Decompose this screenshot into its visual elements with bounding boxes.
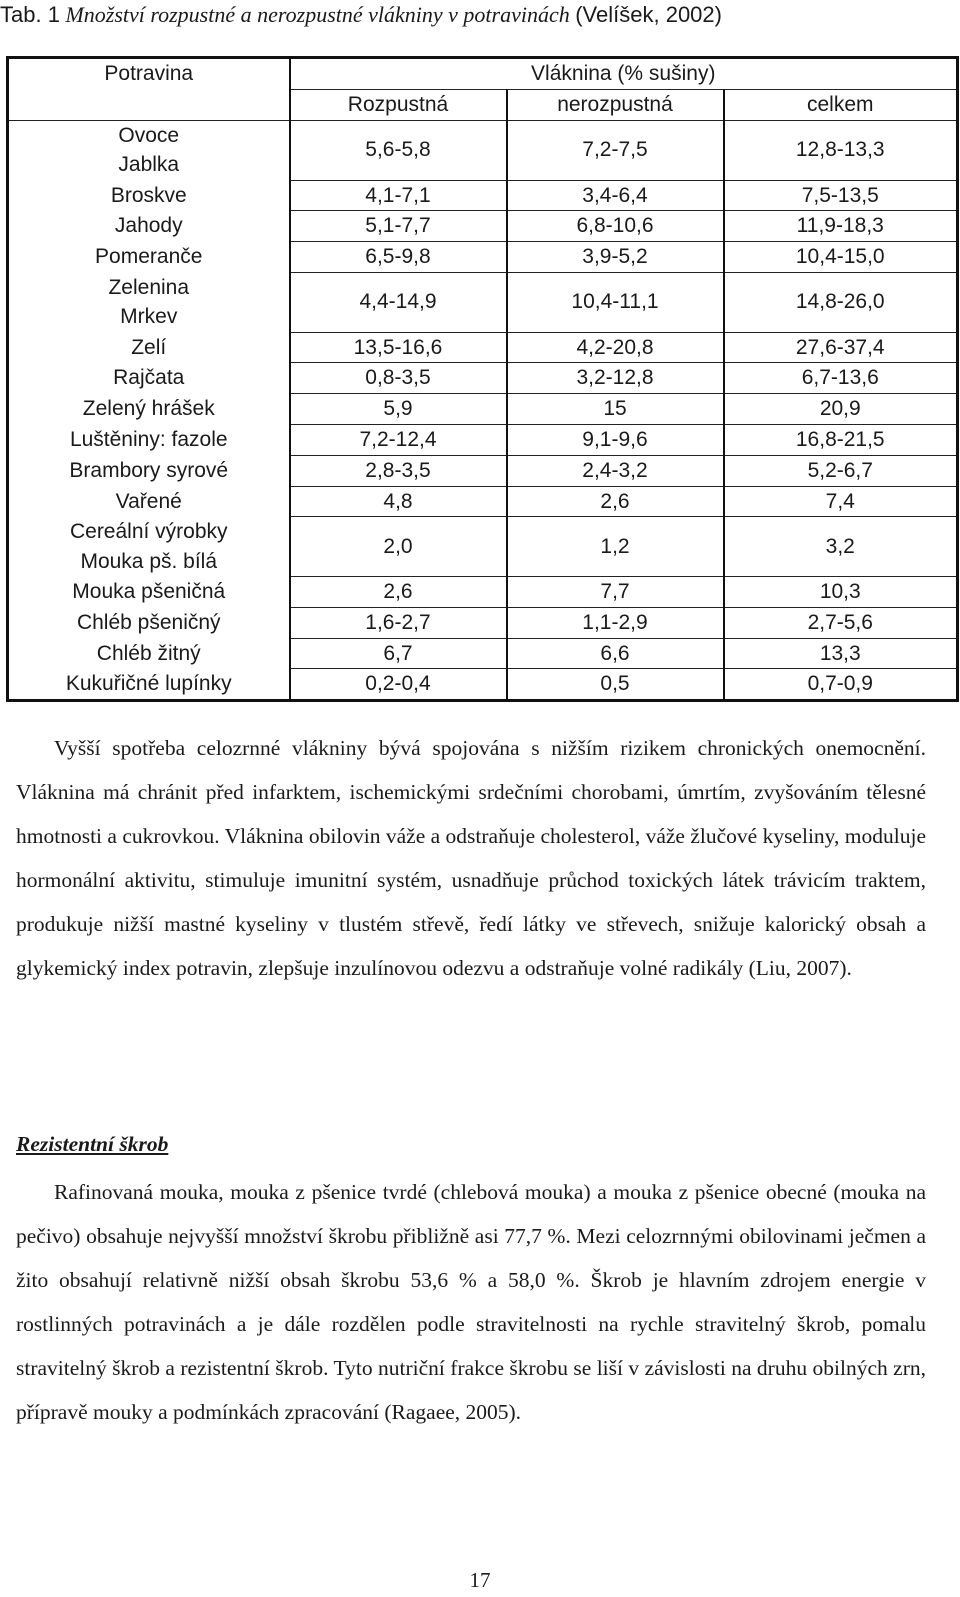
insoluble-cell: 3,4-6,4 bbox=[507, 180, 724, 211]
total-cell: 10,3 bbox=[724, 577, 958, 608]
food-cell: Mouka pš. bílá bbox=[8, 547, 290, 577]
soluble-cell: 0,8-3,5 bbox=[290, 363, 507, 394]
total-cell: 7,4 bbox=[724, 486, 958, 517]
column-header-total: celkem bbox=[724, 89, 958, 120]
table-row bbox=[8, 273, 958, 303]
table-row bbox=[8, 638, 958, 669]
table-row bbox=[8, 455, 958, 486]
paragraph-text: Vyšší spotřeba celozrnné vlákniny bývá spojována s nižším rizikem chronických onemocnění. Vláknina má chránit před infarktem, ischemickými srdečními chorobami, úmrtím, zvyšováním tělesné hmotnosti a cukrovkou. Vláknina obilovin váže a odstraňuje cholesterol, váže žlučové kyseliny, moduluje hormonální aktivitu, stimuluje imunitní systém, usnadňuje průchod toxických látek trávicím traktem, produkuje nižší mastné kyseliny v tlustém střevě, ředí látky ve střevech, snižuje kalorický obsah a glykemický index potravin, zlepšuje inzulínovou odezvu a odstraňuje volné radikály (Liu, 2007). bbox=[16, 736, 926, 980]
column-header-soluble: Rozpustná bbox=[290, 89, 507, 120]
soluble-cell: 0,2-0,4 bbox=[365, 672, 431, 696]
food-cell: Zelí bbox=[8, 332, 290, 363]
column-header-insoluble: nerozpustná bbox=[507, 89, 724, 120]
paragraph-resistant-starch bbox=[16, 1170, 926, 1434]
soluble-cell: 5,9 bbox=[290, 394, 507, 425]
table-caption bbox=[0, 2, 960, 28]
food-cell: Cereální výrobky bbox=[8, 517, 290, 547]
fiber-table bbox=[6, 56, 959, 702]
insoluble-cell: 7,7 bbox=[507, 577, 724, 608]
food-cell: Pomeranče bbox=[8, 242, 290, 273]
table-row bbox=[8, 607, 958, 638]
insoluble-cell: 7,2-7,5 bbox=[507, 120, 724, 180]
soluble-cell: 2,6 bbox=[290, 577, 507, 608]
food-cell: Vařené bbox=[8, 486, 290, 517]
insoluble-cell: 6,6 bbox=[507, 638, 724, 669]
caption-source: (Velíšek, 2002) bbox=[575, 2, 722, 27]
insoluble-cell: 4,2-20,8 bbox=[507, 332, 724, 363]
total-cell: 5,2-6,7 bbox=[724, 455, 958, 486]
insoluble-cell: 3,9-5,2 bbox=[507, 242, 724, 273]
table-row bbox=[8, 669, 958, 701]
total-cell: 6,7-13,6 bbox=[724, 363, 958, 394]
food-cell: Chléb žitný bbox=[8, 638, 290, 669]
page-number: 17 bbox=[469, 1568, 491, 1592]
total-cell: 27,6-37,4 bbox=[724, 332, 958, 363]
food-cell: Rajčata bbox=[8, 363, 290, 394]
food-cell: Broskve bbox=[8, 180, 290, 211]
total-cell: 16,8-21,5 bbox=[724, 425, 958, 456]
soluble-cell: 5,6-5,8 bbox=[290, 120, 507, 180]
total-cell: 11,9-18,3 bbox=[724, 211, 958, 242]
total-cell: 2,7-5,6 bbox=[724, 607, 958, 638]
table-row bbox=[8, 332, 958, 363]
table-row bbox=[8, 517, 958, 547]
table-header-row bbox=[8, 58, 958, 90]
paragraph-fiber-benefits bbox=[16, 726, 926, 990]
insoluble-cell: 6,8-10,6 bbox=[507, 211, 724, 242]
caption-title: Množství rozpustné a nerozpustné vlákniny v potravinách bbox=[65, 2, 570, 27]
caption-label: Tab. 1 bbox=[0, 2, 60, 27]
table-row bbox=[8, 486, 958, 517]
table-row bbox=[8, 242, 958, 273]
soluble-cell: 6,5-9,8 bbox=[290, 242, 507, 273]
food-cell: Mrkev bbox=[8, 302, 290, 332]
total-cell: 0,7-0,9 bbox=[724, 669, 958, 701]
table-row bbox=[8, 425, 958, 456]
table-row bbox=[8, 394, 958, 425]
food-cell: Jahody bbox=[8, 211, 290, 242]
food-cell: Ovoce bbox=[8, 120, 290, 150]
soluble-cell: 13,5-16,6 bbox=[290, 332, 507, 363]
paragraph-text: Rafinovaná mouka, mouka z pšenice tvrdé (chlebová mouka) a mouka z pšenice obecné (mouka na pečivo) obsahuje nejvyšší množství škrobu přibližně asi 77,7 %. Mezi celozrnnými obilovinami ječmen a žito obsahují relativně nižší obsah škrobu 53,6 % a 58,0 %. Škrob je hlavním zdrojem energie v rostlinných potravinách a je dále rozdělen podle stravitelnosti na rychle stravitelný škrob, pomalu stravitelný škrob a rezistentní škrob. Tyto nutriční frakce škrobu se liší v závislosti na druhu obilných zrn, přípravě mouky a podmínkách zpracování (Ragaee, 2005). bbox=[16, 1180, 926, 1424]
insoluble-cell: 2,6 bbox=[507, 486, 724, 517]
fiber-group-header: Vláknina (% sušiny) bbox=[290, 58, 958, 90]
food-cell: Zelený hrášek bbox=[8, 394, 290, 425]
table-row bbox=[8, 211, 958, 242]
total-cell: 3,2 bbox=[724, 517, 958, 577]
soluble-cell: 4,1-7,1 bbox=[290, 180, 507, 211]
food-cell: Mouka pšeničná bbox=[8, 577, 290, 608]
table-row bbox=[8, 363, 958, 394]
insoluble-cell: 10,4-11,1 bbox=[507, 273, 724, 333]
table-row bbox=[8, 120, 958, 150]
total-cell: 13,3 bbox=[724, 638, 958, 669]
insoluble-cell: 2,4-3,2 bbox=[507, 455, 724, 486]
insoluble-cell: 15 bbox=[507, 394, 724, 425]
soluble-cell: 4,4-14,9 bbox=[290, 273, 507, 333]
total-cell: 7,5-13,5 bbox=[724, 180, 958, 211]
food-column-header: Potravina bbox=[8, 58, 290, 121]
total-cell: 14,8-26,0 bbox=[724, 273, 958, 333]
soluble-cell: 5,1-7,7 bbox=[290, 211, 507, 242]
soluble-cell: 6,7 bbox=[290, 638, 507, 669]
insoluble-cell: 1,2 bbox=[507, 517, 724, 577]
table-row bbox=[8, 180, 958, 211]
section-heading: Rezistentní škrob bbox=[16, 1132, 169, 1156]
soluble-cell: 1,6-2,7 bbox=[290, 607, 507, 638]
total-cell: 10,4-15,0 bbox=[724, 242, 958, 273]
total-cell: 20,9 bbox=[724, 394, 958, 425]
insoluble-cell: 3,2-12,8 bbox=[507, 363, 724, 394]
total-cell: 12,8-13,3 bbox=[724, 120, 958, 180]
food-cell: Kukuřičné lupínky bbox=[8, 669, 290, 701]
insoluble-cell: 1,1-2,9 bbox=[507, 607, 724, 638]
food-cell: Chléb pšeničný bbox=[8, 607, 290, 638]
insoluble-cell: 0,5 bbox=[507, 669, 724, 701]
soluble-cell: 2,0 bbox=[290, 517, 507, 577]
table-row bbox=[8, 577, 958, 608]
food-cell: Luštěniny: fazole bbox=[8, 425, 290, 456]
food-cell: Zelenina bbox=[8, 273, 290, 303]
soluble-cell: 4,8 bbox=[290, 486, 507, 517]
food-cell: Jablka bbox=[8, 150, 290, 180]
insoluble-cell: 9,1-9,6 bbox=[507, 425, 724, 456]
soluble-cell: 7,2-12,4 bbox=[290, 425, 507, 456]
food-cell: Brambory syrové bbox=[8, 455, 290, 486]
soluble-cell: 2,8-3,5 bbox=[290, 455, 507, 486]
